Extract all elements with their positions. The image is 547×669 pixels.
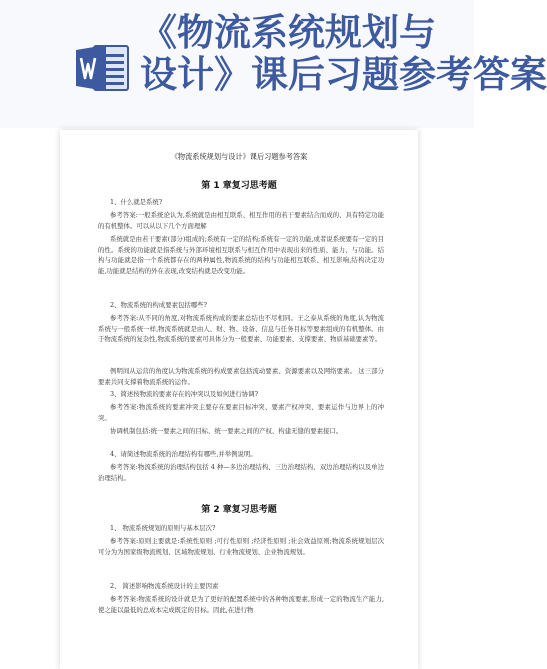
word-document-icon [74,40,130,96]
chapter-2-heading: 第 2 章复习思考题 [201,505,277,515]
banner [0,0,547,128]
paragraph: 参考答案:原则主要就是:系统性原则 ;可行性原则 ;经济性原则 ;社会效益原则;物流系统规划层次可分为为国家级物流规划、区域物流规划、行业物流规划、企业物流规划。 [98,537,384,556]
paragraph: 1、 物流系统规划的原则与基本层次? [110,524,216,532]
paragraph: 2、物流系统的构成要素包括哪些? [110,301,207,309]
paragraph: 1、什么就是系统? [110,198,163,206]
document-title: 《物流系统规划与设计》课后习题参考答案 [170,152,308,161]
paragraph: 3、简述按物流的要素存在的冲突以及如何进行协调? [110,390,259,398]
chapter-1-heading: 第 1 章复习思考题 [201,181,277,191]
paragraph: 2、 简述影响物流系统设计的主要因素 [110,582,219,590]
paragraph: 参考答案:一般系统论认为,系统就是由相互联系、相互作用的若干要素结合而成的、具有特定功能的有机整体。可以从以下几个方面理解 [98,211,384,230]
paragraph: 协调机制包括:统一要素之间的目标、统一要素之间的产权、构建无缝的要素接口。 [110,427,343,435]
paragraph: 系统就是由若干要素(部分)组成的;系统有一定的结构;系统有一定的功能,或者说系统要有一定的目的性。系统的功能就是指系统与外部环境相互联系与相互作用中表现出来的性质、能力、与功能。结构与功能就是指一个系统都存在的两种属性,物流系统的结构与功能相互联系、相互影响,结构决定功能,功能就是结构的外在表现,改变结构就是改变功能。 [98,235,384,275]
paragraph: 参考答案:从不同的角度,对物流系统构成的要素总结也不尽相同。王之泰从系统的角度,认为物流系统与一般系统一样,物流系统就是由人、财、物、设备、信息与任务目标等要素组成的有机整体。由于物流系统的复杂性,物流系统的要素可具体分为一般要素、功能要素、支撑要素、物质基础要素等。 [98,314,384,344]
banner-title-line-1: 《物流系统规划与 [140,11,436,54]
document-page [60,130,418,669]
paragraph: 4、请简述物流系统的治理结构有哪些,并举例说明。 [110,450,257,458]
paragraph: 参考答案:物流系统的治理结构包括 4 种—多边治理结构、三边治理结构、双边治理结构以及单边治理结构。 [98,463,384,482]
banner-title-line-2: 设计》课后习题参考答案 [140,53,547,96]
paragraph: 例明间从运营的角度认为物流系统的构成要素包括流动要素、资源要素以及网络要素。 这三部分要素共同支撑着物流系统的运作。 [98,367,384,386]
paragraph: 参考答案:物流系统的设计就是为了更好的配置系统中的各种物流要素,形成一定的物流生产能力,使之能以最低的总成本完成既定的目标。因此,在进行物 [98,595,384,614]
paragraph: 参考答案:物流系统的要素冲突主要存在要素目标冲突、要素产权冲突、要素运作与边界上的冲突。 [98,403,384,422]
banner-title [140,11,547,96]
